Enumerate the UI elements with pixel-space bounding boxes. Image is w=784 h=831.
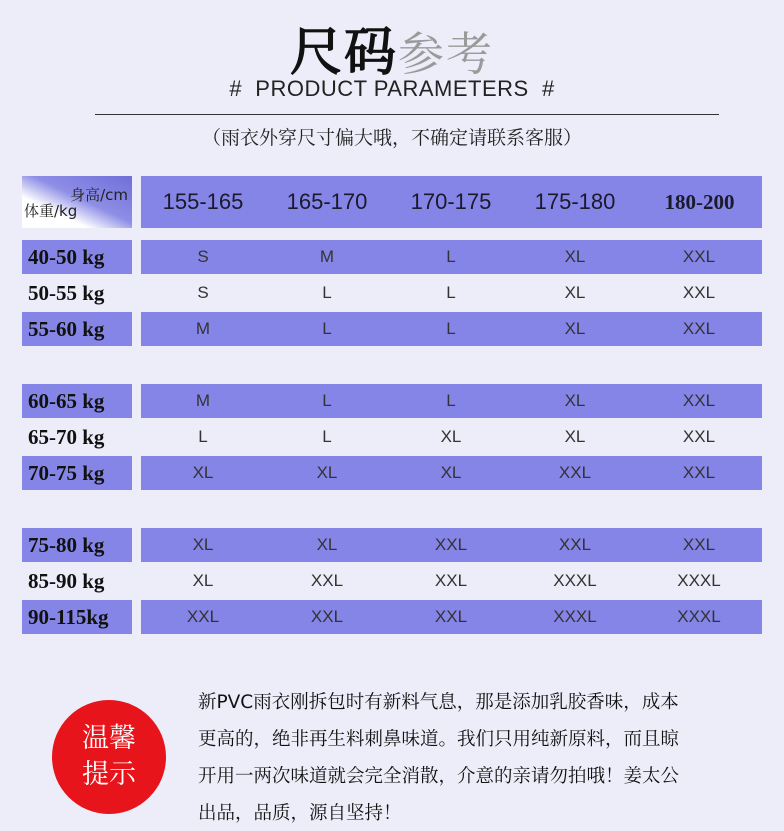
weight-cell: 85-90 kg <box>28 569 105 593</box>
size-cell: L <box>198 427 208 446</box>
weight-cell: 40-50 kg <box>22 240 132 274</box>
size-cell: XL <box>192 463 214 482</box>
weight-cell: 60-65 kg <box>22 384 132 418</box>
size-cell: XXL <box>682 391 716 410</box>
page-title <box>0 10 784 85</box>
weight-cell: 65-70 kg <box>28 425 105 449</box>
size-cell: S <box>197 247 209 266</box>
badge-line: 温馨 <box>82 723 136 754</box>
size-cell: XL <box>316 535 338 554</box>
tip-line: 更高的，绝非再生料刺鼻味道。我们只用纯新原料，而且晾 <box>198 729 680 750</box>
size-cell: XXL <box>558 463 592 482</box>
table-row <box>22 240 762 274</box>
tip-line: 新PVC雨衣刚拆包时有新料气息，那是添加乳胶香味，成本 <box>198 692 679 713</box>
size-cell: XXL <box>434 571 468 590</box>
size-cell: L <box>446 283 456 302</box>
weight-cell: 50-55 kg <box>28 281 105 305</box>
size-cell: XXL <box>682 247 716 266</box>
size-cell: L <box>446 319 456 338</box>
size-cell: XL <box>564 391 586 410</box>
warm-tip-badge <box>52 700 166 814</box>
size-cell: XXL <box>682 427 716 446</box>
size-cell: XXXL <box>677 607 721 626</box>
height-header: 170-175 <box>410 189 492 214</box>
size-cell: XXL <box>310 571 344 590</box>
size-cell: L <box>322 391 332 410</box>
size-cell: XXL <box>434 535 468 554</box>
title-main: 尺码 <box>289 23 398 83</box>
weight-cell: 75-80 kg <box>22 528 132 562</box>
table-row <box>22 564 762 598</box>
table-row <box>22 276 762 310</box>
size-cell: M <box>195 391 211 410</box>
table-row <box>22 420 762 454</box>
size-cell: XXL <box>682 463 716 482</box>
size-cell: XL <box>192 571 214 590</box>
table-row <box>22 312 762 346</box>
table-corner-header <box>22 176 132 228</box>
size-cell: XXXL <box>553 607 597 626</box>
size-cell: XL <box>440 427 462 446</box>
size-cell: XXXL <box>677 571 721 590</box>
size-cell: XL <box>564 283 586 302</box>
tip-line: 开用一两次味道就会完全消散，介意的亲请勿拍哦！姜太公 <box>198 766 680 787</box>
tip-text <box>198 684 738 831</box>
height-header: 180-200 <box>664 190 735 214</box>
size-cell: M <box>195 319 211 338</box>
weight-cell: 55-60 kg <box>22 312 132 346</box>
weight-axis-label: 体重/kg <box>24 202 78 220</box>
table-row <box>22 384 762 418</box>
size-cell: XXL <box>682 283 716 302</box>
size-cell: XL <box>564 247 586 266</box>
tip-line: 出品，品质，源自坚持！ <box>198 803 402 824</box>
divider <box>95 114 719 115</box>
height-header: 165-170 <box>286 189 368 214</box>
size-cell: XL <box>564 427 586 446</box>
size-cell: XXL <box>558 535 592 554</box>
size-cell: XL <box>192 535 214 554</box>
size-cell: XL <box>564 319 586 338</box>
subtitle: # PRODUCT PARAMETERS # <box>229 76 555 101</box>
size-cell: XXL <box>186 607 220 626</box>
height-header-row <box>141 176 762 228</box>
size-cell: XXL <box>682 535 716 554</box>
size-cell: L <box>446 247 456 266</box>
title-sub: 参考 <box>398 27 494 81</box>
size-cell: XL <box>440 463 462 482</box>
weight-cell: 70-75 kg <box>22 456 132 490</box>
table-row <box>22 600 762 634</box>
size-cell: XXL <box>682 319 716 338</box>
badge-line: 提示 <box>82 759 136 790</box>
table-row <box>22 456 762 490</box>
size-cell: L <box>322 283 332 302</box>
size-cell: L <box>322 319 332 338</box>
table-row <box>22 528 762 562</box>
size-cell: XL <box>316 463 338 482</box>
size-cell: XXL <box>310 607 344 626</box>
size-cell: S <box>197 283 209 302</box>
size-cell: XXL <box>434 607 468 626</box>
height-header: 155-165 <box>162 189 244 214</box>
height-header: 175-180 <box>534 189 616 214</box>
size-note: （雨衣外穿尺寸偏大哦，不确定请联系客服） <box>201 127 582 149</box>
height-axis-label: 身高/cm <box>70 186 128 204</box>
size-cell: XXXL <box>553 571 597 590</box>
size-cell: M <box>319 247 335 266</box>
size-cell: L <box>446 391 456 410</box>
size-cell: L <box>322 427 332 446</box>
weight-cell: 90-115kg <box>22 600 132 634</box>
